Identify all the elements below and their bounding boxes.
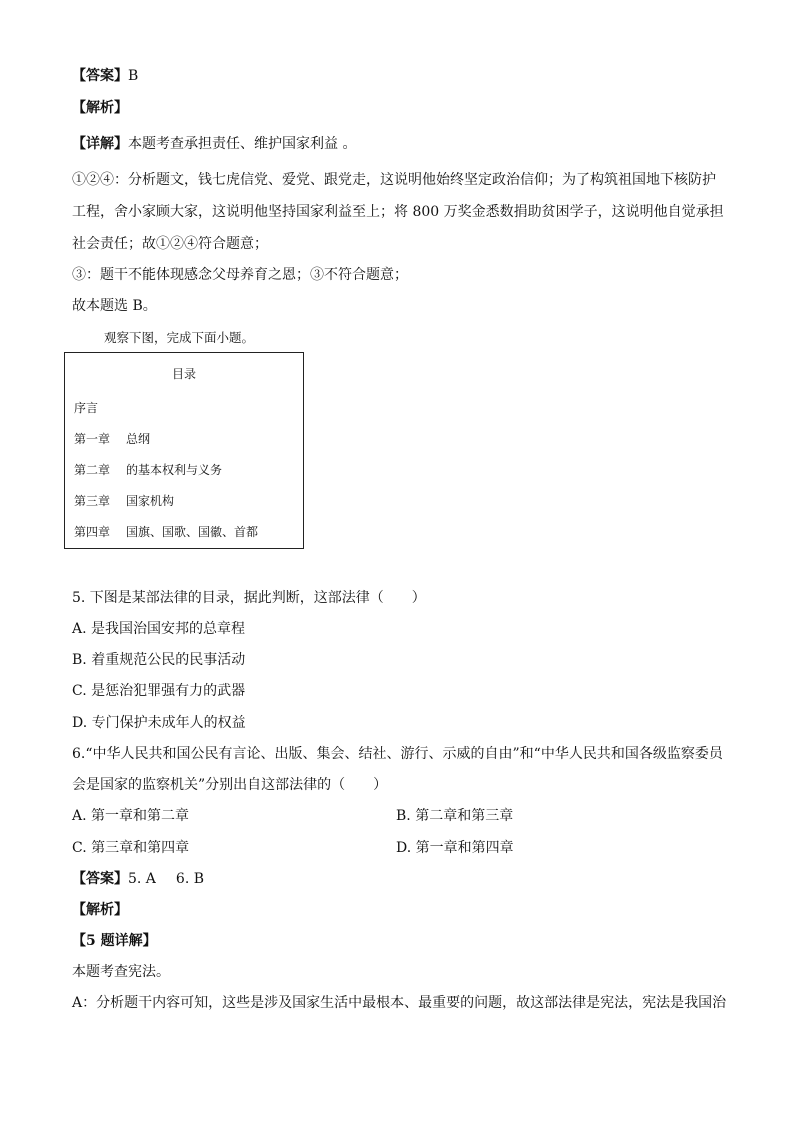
answer-6: 6. B bbox=[175, 871, 205, 887]
topic-line: 本题考查宪法。 bbox=[72, 964, 170, 980]
question-5-option-c: C. 是惩治犯罪强有力的武器 bbox=[72, 683, 246, 699]
question-5-option-a: A. 是我国治国安邦的总章程 bbox=[72, 621, 246, 637]
answer-label: 【答案】 bbox=[72, 68, 128, 84]
detail-5-label: 【5 题详解】 bbox=[72, 933, 157, 949]
detail-text: 本题考查承担责任、维护国家利益 。 bbox=[128, 136, 357, 152]
answer-line-2 bbox=[72, 869, 204, 889]
detail-line-1 bbox=[72, 134, 356, 154]
toc-title: 目录 bbox=[171, 367, 196, 381]
table-of-contents-figure bbox=[64, 352, 304, 549]
analysis-text-line: A：分析题干内容可知，这些是涉及国家生活中最根本、最重要的问题，故这部法律是宪法，宪法是我国治 bbox=[72, 995, 727, 1011]
toc-item: 第三章 国家机构 bbox=[74, 494, 175, 508]
detail-label: 【详解】 bbox=[72, 136, 128, 152]
answer-line-1 bbox=[72, 66, 138, 86]
conclusion-1: 故本题选 B。 bbox=[72, 298, 157, 314]
question-6-option-c: C. 第三章和第四章 bbox=[72, 840, 190, 856]
answer-label: 【答案】 bbox=[72, 871, 128, 887]
question-5-stem: 5. 下图是某部法律的目录，据此判断，这部法律（ ） bbox=[72, 590, 426, 606]
analysis-label-1: 【解析】 bbox=[72, 100, 128, 116]
toc-item: 第四章 国旗、国歌、国徽、首都 bbox=[74, 525, 259, 539]
question-6-stem-line-2: 会是国家的监察机关”分别出自这部法律的（ ） bbox=[72, 777, 388, 793]
paragraph-2: ③：题干不能体现感念父母养育之恩；③不符合题意； bbox=[72, 267, 408, 283]
answer-5: 5. A bbox=[128, 871, 156, 887]
paragraph-1-line-3: 社会责任；故①②④符合题意； bbox=[72, 236, 268, 252]
question-6-option-b: B. 第二章和第三章 bbox=[396, 808, 514, 824]
paragraph-1-line-2: 工程，舍小家顾大家，这说明他坚持国家利益至上；将 800 万奖金悉数捐助贫困学子，这说明他自觉承担 bbox=[72, 204, 724, 220]
question-5-option-d: D. 专门保护未成年人的权益 bbox=[72, 715, 246, 731]
answer-value: B bbox=[128, 68, 139, 84]
question-6-option-d: D. 第一章和第四章 bbox=[396, 840, 514, 856]
question-5-option-b: B. 着重规范公民的民事活动 bbox=[72, 652, 246, 668]
toc-item: 序言 bbox=[74, 401, 99, 415]
toc-item: 第二章 的基本权利与义务 bbox=[74, 463, 223, 477]
figure-instruction: 观察下图，完成下面小题。 bbox=[104, 330, 255, 345]
toc-item: 第一章 总纲 bbox=[74, 432, 151, 446]
question-6-stem-line-1: 6.“中华人民共和国公民有言论、出版、集会、结社、游行、示威的自由”和“中华人民共和国各级监察委员 bbox=[72, 746, 723, 762]
analysis-label-2: 【解析】 bbox=[72, 902, 128, 918]
question-6-option-a: A. 第一章和第二章 bbox=[72, 808, 190, 824]
paragraph-1-line-1: ①②④：分析题文，钱七虎信党、爱党、跟党走，这说明他始终坚定政治信仰；为了构筑祖国地下核防护 bbox=[72, 172, 716, 188]
